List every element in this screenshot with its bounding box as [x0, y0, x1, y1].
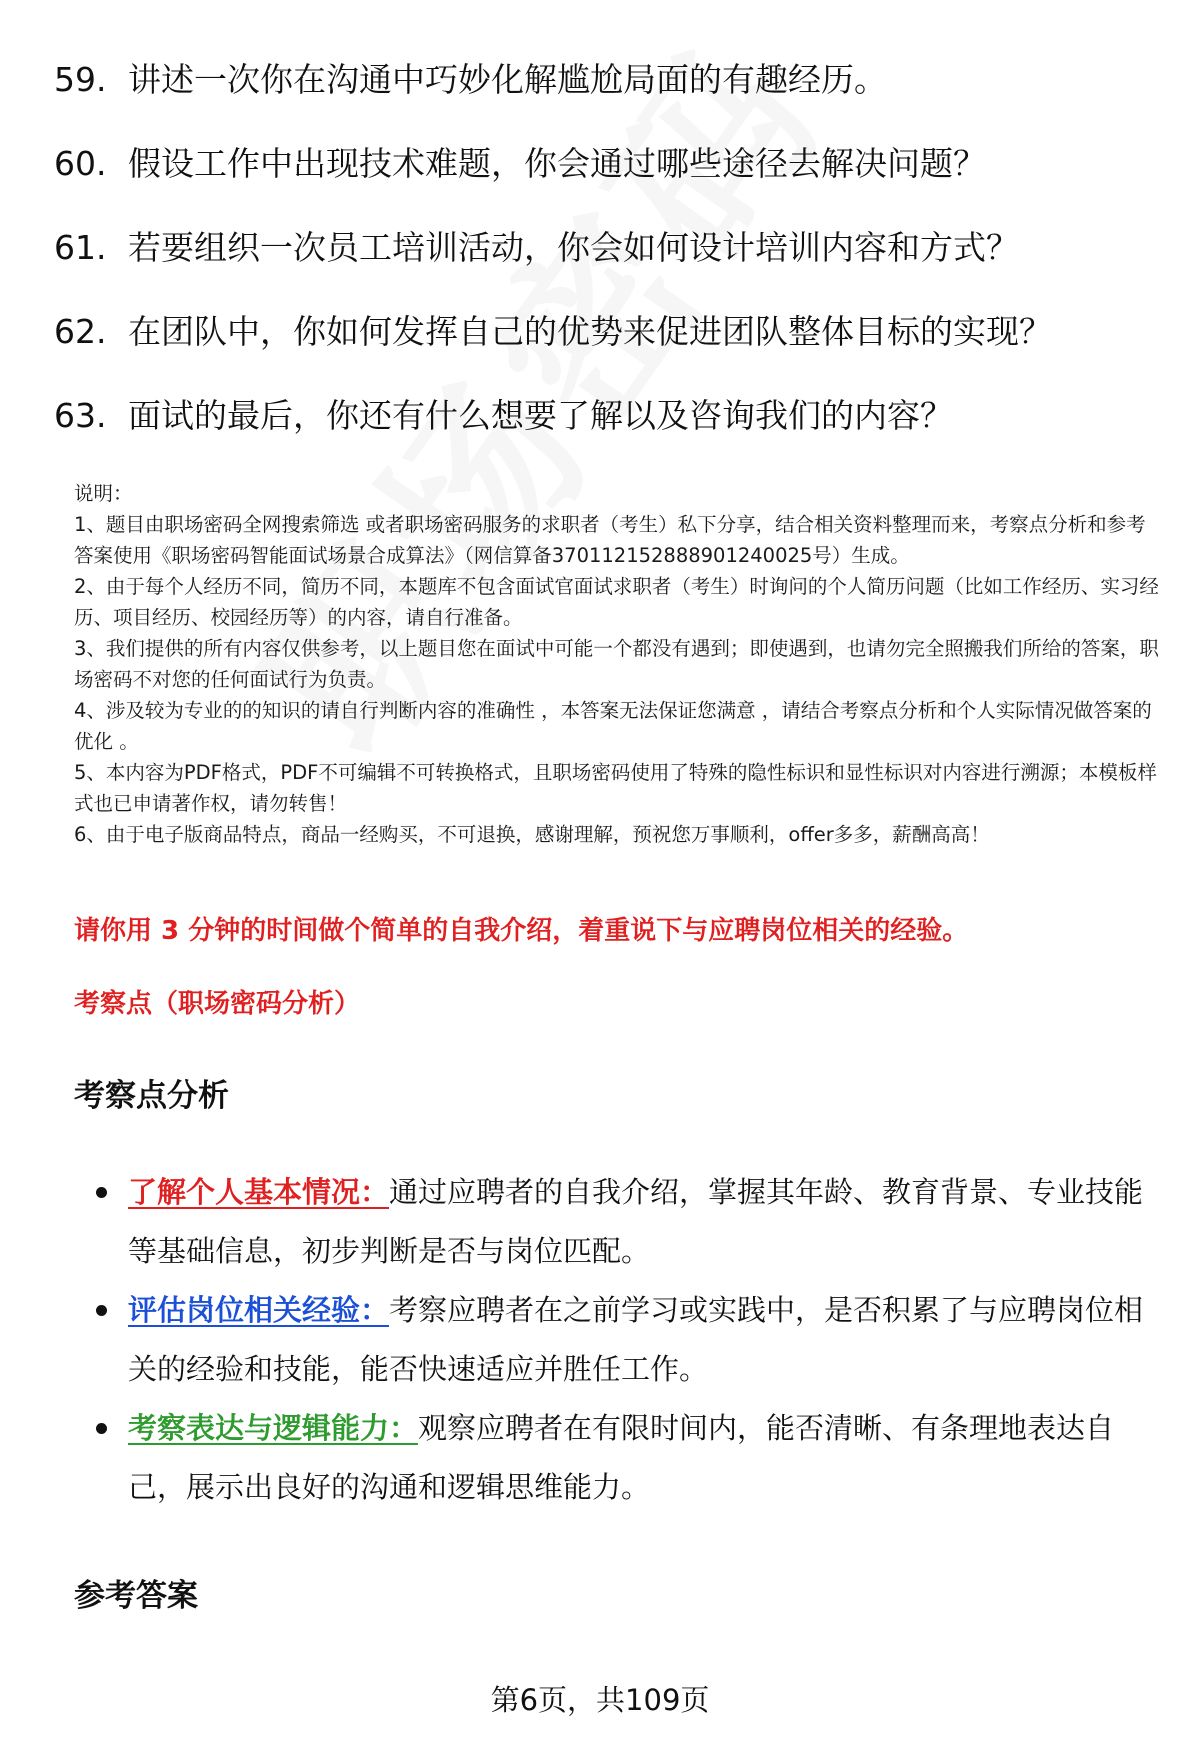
analysis-keyword: 考察表达与逻辑能力：	[128, 1411, 419, 1445]
question-number: 62.	[54, 312, 107, 351]
note-item: 2、由于每个人经历不同，简历不同，本题库不包含面试官面试求职者（考生）时询问的个人简历问题（比如工作经历、实习经历、项目经历、校园经历等）的内容，请自行准备。	[74, 575, 1159, 629]
analysis-text: 考察应聘者在之前学习或实践中，是否积累了与应聘岗位相关的经验和技能，能否快速适应并胜任工作。	[128, 1293, 1144, 1386]
analysis-point	[96, 1399, 1148, 1517]
question-item	[54, 58, 1164, 142]
analysis-label: 考察点（职场密码分析）	[74, 989, 361, 1019]
analysis-point	[96, 1163, 1148, 1281]
bullet-icon	[96, 1423, 107, 1434]
question-item	[54, 310, 1164, 394]
note-item: 4、涉及较为专业的的知识的请自行判断内容的准确性 ，本答案无法保证您满意 ，请结合考察点分析和个人实际情况做答案的优化 。	[74, 699, 1152, 753]
question-number: 60.	[54, 144, 107, 183]
analysis-text: 观察应聘者在有限时间内，能否清晰、有条理地表达自己，展示出良好的沟通和逻辑思维能力。	[128, 1411, 1115, 1504]
question-item	[54, 394, 1164, 478]
question-text: 若要组织一次员工培训活动，你会如何设计培训内容和方式？	[128, 228, 1019, 267]
question-number: 59.	[54, 60, 107, 99]
bullet-icon	[96, 1187, 107, 1198]
notes-title: 说明：	[74, 482, 133, 505]
analysis-keyword: 评估岗位相关经验：	[128, 1293, 390, 1327]
interview-question-heading: 请你用 3 分钟的时间做个简单的自我介绍，着重说下与应聘岗位相关的经验。	[74, 916, 969, 946]
question-text: 在团队中，你如何发挥自己的优势来促进团队整体目标的实现？	[128, 312, 1052, 351]
question-number: 63.	[54, 396, 107, 435]
note-item: 1、题目由职场密码全网搜索筛选 或者职场密码服务的求职者（考生）私下分享，结合相关资料整理而来，考察点分析和参考答案使用《职场密码智能面试场景合成算法》（网信算备370112152888901240025号）生成。	[74, 513, 1146, 567]
disclaimer-notes	[74, 478, 1160, 850]
question-text: 讲述一次你在沟通中巧妙化解尴尬局面的有趣经历。	[128, 60, 887, 99]
analysis-keyword: 了解个人基本情况：	[128, 1175, 390, 1209]
question-text: 假设工作中出现技术难题，你会通过哪些途径去解决问题？	[128, 144, 986, 183]
question-number: 61.	[54, 228, 107, 267]
answer-section-title: 参考答案	[74, 1578, 198, 1614]
page-number: 第6页，共109页	[490, 1683, 710, 1717]
question-item	[54, 226, 1164, 310]
note-item: 3、我们提供的所有内容仅供参考，以上题目您在面试中可能一个都没有遇到；即使遇到，也请勿完全照搬我们所给的答案，职场密码不对您的任何面试行为负责。	[74, 637, 1159, 691]
analysis-text: 通过应聘者的自我介绍，掌握其年龄、教育背景、专业技能等基础信息，初步判断是否与岗位匹配。	[128, 1175, 1144, 1268]
question-item	[54, 142, 1164, 226]
note-item: 6、由于电子版商品特点，商品一经购买，不可退换，感谢理解，预祝您万事顺利，offer多多，薪酬高高！	[74, 823, 990, 846]
analysis-points	[96, 1163, 1148, 1517]
question-list	[54, 58, 1164, 478]
analysis-point	[96, 1281, 1148, 1399]
question-text: 面试的最后，你还有什么想要了解以及咨询我们的内容？	[128, 396, 953, 435]
bullet-icon	[96, 1305, 107, 1316]
note-item: 5、本内容为PDF格式，PDF不可编辑不可转换格式，且职场密码使用了特殊的隐性标识和显性标识对内容进行溯源；本模板样式也已申请著作权，请勿转售！	[74, 761, 1157, 815]
analysis-section-title: 考察点分析	[74, 1078, 229, 1114]
